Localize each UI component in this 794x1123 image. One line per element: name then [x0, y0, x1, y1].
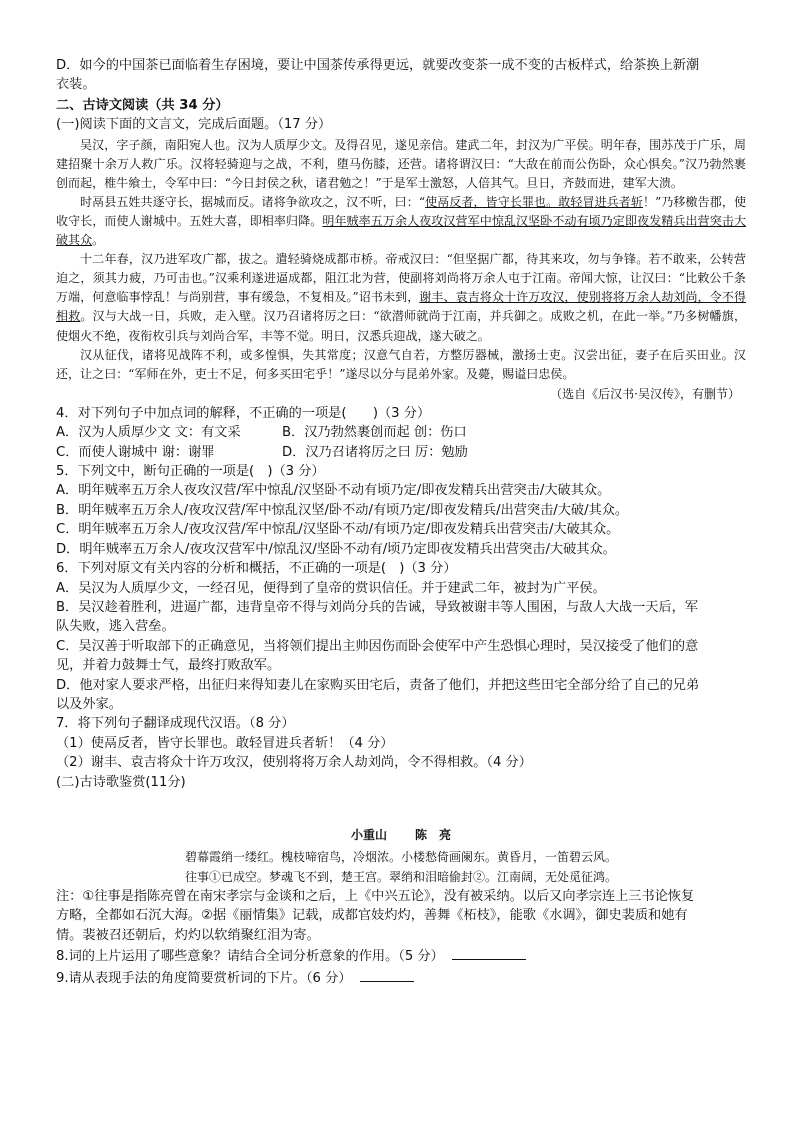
passage-paragraph-1: 吴汉，字子颜，南阳宛人也。汉为人质厚少文。及得召见，遂见亲信。建武二年，封汉为广平侯。明年春，围苏茂于广乐，周建招聚十余万人救广乐。汉将轻骑迎与之战，不利，堕马伤膝，还营。诸将谓汉曰：“大敌在前而公伤卧，众心惧矣。”汉乃勃然裹创而起，椎牛飨士，令军中曰：“今日封侯之秋，诸君勉之！”于是军士激怒，人倍其气。旦日，齐鼓而进，建军大溃。: [56, 137, 746, 190]
section-heading: 二、古诗文阅读（共 34 分）: [56, 97, 229, 113]
q4-options-ab: [56, 423, 746, 442]
q6-option-b: [56, 598, 746, 637]
poem-note-line3: 情。裴被召还朝后，灼灼以软绡聚红泪为寄。: [56, 927, 320, 943]
q9-stem: 9.请从表现手法的角度简要赏析词的下片。（6 分）: [56, 970, 352, 986]
para3-underlined-1: 谢丰、袁吉将众十许万攻汉，使别将将万余人劫刘尚，令不得相救: [56, 290, 746, 324]
q6-stem: 6．下列对原文有关内容的分析和概括，不正确的一项是( )（3 分）: [56, 561, 457, 577]
q4-option-c: C．而使人谢城中 谢：谢罪: [56, 444, 215, 460]
q4-option-d: D．汉乃召诸将厉之曰 厉：勉励: [282, 444, 468, 460]
q3-option-d-line2: 衣装。: [56, 77, 96, 93]
question-8: [56, 945, 746, 966]
para3-text-a: 十二年春，汉乃进军攻广都，拔之。遣轻骑烧成都市桥。帝戒汉曰：“但坚据广都，待其来攻，勿与争锋。若不敢来，公转营迫之，须其力疲，乃可击也。”汉乘利遂进逼成都，阻江北为营，使副将刘尚将万余人屯于江南。帝闻大惊，让汉曰：“比敕公千条万端，何意临事悖乱！与尚别营，事有缓急，不复相及。”诏书未到，: [56, 252, 746, 305]
q7-stem: 7．将下列句子翻译成现代汉语。（8 分）: [56, 716, 295, 732]
poem-note-line2: 方略，全都如石沉大海。②据《丽情集》记载，成都官妓灼灼，善舞《柘枝》，能歌《水调》，御史裴质和她有: [56, 908, 688, 924]
q6-option-c: [56, 637, 746, 676]
poem-author: 陈 亮: [415, 827, 452, 842]
question-6: [56, 559, 746, 714]
q6-option-d: [56, 676, 746, 715]
question-5: [56, 462, 746, 559]
poem-notes: [56, 887, 746, 945]
poem-note-line1: 注：①往事是指陈亮曾在南宋孝宗与金谈和之后，上《中兴五论》，没有被采纳。以后又向孝宗连上三书论恢复: [56, 888, 695, 904]
poem-title: 小重山: [350, 827, 387, 842]
q3-option-d: [56, 56, 746, 95]
exam-page: [56, 56, 746, 988]
poem-block: [56, 826, 746, 887]
q4-stem: 4．对下列句子中加点词的解释，不正确的一项是( )（3 分）: [56, 405, 431, 421]
q6-option-c-line2: 见，并着力鼓舞士气，最终打败敌军。: [56, 658, 281, 674]
q3-option-d-line1: D．如今的中国茶已面临着生存困境，要让中国茶传承得更远，就要改变茶一成不变的古板样式，给茶换上新潮: [56, 58, 700, 73]
q5-option-c: C．明年贼率五万余人/夜攻汉营/军中惊乱/汉坚卧不动/有顷乃定/即夜发精兵出营突击/大破其众。: [56, 522, 620, 538]
part2-intro: (二)古诗歌鉴赏(11分): [56, 774, 186, 790]
para2-underlined-2: 明年贼率五万余人夜攻汉营军中惊乱汉坚卧不动有顷乃定即夜发精兵出营突击大破其众: [56, 214, 746, 248]
q6-option-b-line1: B．吴汉趁着胜利，进逼广都，违背皇帝不得与刘尚分兵的告诫，导致被谢丰等人围困，与敌人大战一天后，军: [56, 599, 699, 615]
q7-sentence-1: （1）使鬲反者，皆守长罪也。敢轻冒进兵者斩！（4 分）: [56, 735, 394, 751]
poem-heading: [56, 826, 746, 843]
para2-text-a: 时鬲县五姓共逐守长，据城而反。诸将争欲攻之，汉不听，曰：“: [80, 194, 426, 209]
q5-option-b: B．明年贼率五万余人/夜攻汉营/军中惊乱汉坚/卧不动/有顷乃定/即夜发精兵/出营突击/大破/其众。: [56, 502, 629, 518]
q7-sentence-2: （2）谢丰、袁吉将众十许万攻汉，使别将将万余人劫刘尚，令不得相救。（4 分）: [56, 755, 532, 771]
q6-option-a: A．吴汉为人质厚少文，一经召见，便得到了皇帝的赏识信任。并于建武二年，被封为广平侯。: [56, 580, 606, 596]
passage-paragraph-2: [56, 193, 746, 250]
para2-text-c: 。: [92, 233, 105, 248]
q6-option-c-line1: C．吴汉善于听取部下的正确意见，当将领们提出主帅因伤而卧会使军中产生恐惧心理时，吴汉接受了他们的意: [56, 638, 699, 654]
q4-option-b: B．汉乃勃然裹创而起 创：伤口: [282, 425, 467, 441]
question-9: [56, 967, 746, 988]
q8-stem: 8.词的上片运用了哪些意象？请结合全词分析意象的作用。（5 分）: [56, 949, 444, 965]
part1-intro: (一)阅读下面的文言文，完成后面题。（17 分）: [56, 117, 332, 133]
q8-answer-blank[interactable]: [452, 945, 526, 960]
q9-answer-blank[interactable]: [360, 967, 414, 982]
passage-source: （选自《后汉书·吴汉传》，有删节）: [550, 386, 740, 401]
passage-paragraph-3: [56, 250, 746, 345]
question-4: [56, 404, 746, 462]
q5-option-a: A．明年贼率五万余人夜攻汉营/军中惊乱/汉坚卧不动有顷乃定/即夜发精兵出营突击/大破其众。: [56, 483, 611, 499]
q6-option-d-line1: D．他对家人要求严格，出征归来得知妻儿在家购买田宅后，责备了他们，并把这些田宅全部分给了自己的兄弟: [56, 677, 700, 693]
q5-option-d: D．明年贼率五万余人/夜攻汉营军中/惊乱汉/坚卧不动有/顷乃定即夜发精兵出营突击/大破其众。: [56, 541, 616, 557]
para3-text-b: 。汉与大战一日，兵败，走入壁。汉乃召诸将厉之曰：“欲潜师就尚于江南，并兵御之。成败之机，在此一举。”乃多树幡旗，使烟火不绝，夜衔枚引兵与刘尚合军，丰等不觉。明日，汉悉兵迎战，遂大破之。: [56, 309, 746, 343]
poem-line-1: 碧幕霞绡一缕红。槐枝啼宿鸟，冷烟浓。小楼愁倚画阑东。黄昏月，一笛碧云风。: [184, 849, 617, 864]
q5-stem: 5．下列文中，断句正确的一项是( )（3 分）: [56, 464, 325, 480]
classical-passage: [56, 136, 746, 404]
q6-option-b-line2: 队失败，逃入营垒。: [56, 619, 175, 635]
q4-options-cd: [56, 443, 746, 462]
poem-line-2: 往事①已成空。梦魂飞不到，楚王宫。翠绡和泪暗偷封②。江南阔，无处觅征鸿。: [184, 869, 617, 884]
q6-option-d-line2: 以及外家。: [56, 696, 122, 712]
para2-text-b: ！”乃移檄告郡，使收守长，而使人谢城中。五姓大喜，即相率归降。: [56, 194, 746, 228]
q4-option-a: A．汉为人质厚少文 文：有文采: [56, 425, 241, 441]
para2-underlined-1: 使鬲反者，皆守长罪也。敢轻冒进兵者斩: [425, 194, 643, 209]
question-7: [56, 714, 746, 772]
passage-paragraph-4: 汉从征伐，诸将见战阵不利，或多惶惧，失其常度；汉意气自若，方整厉器械，激扬士吏。汉尝出征，妻子在后买田业。汉还，让之曰：“军师在外，吏士不足，何多买田宅乎！”遂尽以分与昆弟外家。及薨，赐谥曰忠侯。: [56, 347, 746, 381]
